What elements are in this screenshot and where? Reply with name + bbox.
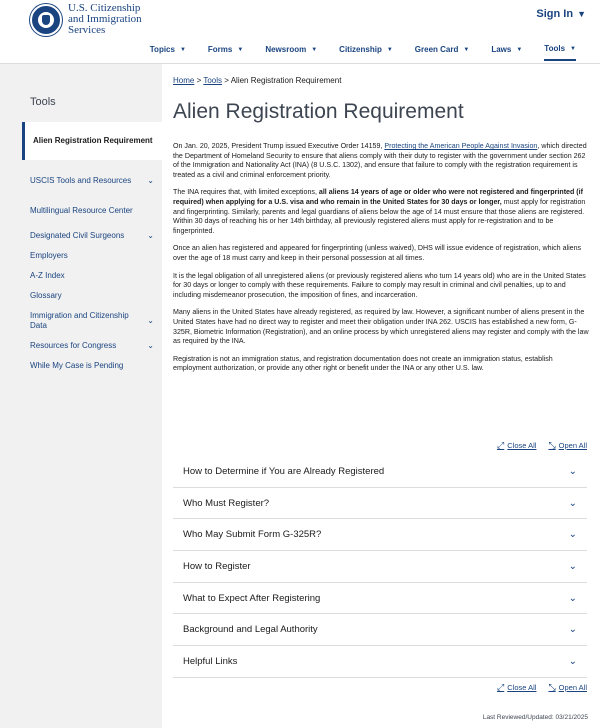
- page-title: Alien Registration Requirement: [173, 100, 464, 123]
- accordion-label: Helpful Links: [183, 655, 238, 667]
- paragraph-3: Once an alien has registered and appeared for fingerprinting (unless waived), DHS will issue evidence of registration, which aliens over the age of 18 must carry and keep in their personal possession at all times.: [173, 244, 582, 262]
- bold-text: all aliens 14 years of age or older who were not registered and fingerprinted (if required) when applying for a U.S. visa and who remain in the United States for 30 days or longer,: [173, 188, 584, 206]
- accordion-label: Who Must Register?: [183, 497, 270, 509]
- accordion-label: Who May Submit Form G-325R?: [183, 529, 322, 541]
- logo-line-1: U.S. Citizenship: [68, 2, 141, 14]
- chevron-down-icon: ▼: [386, 46, 393, 53]
- paragraph-2: [173, 188, 589, 236]
- nav-citizenship[interactable]: [339, 44, 393, 61]
- text: , which directed the Department of Homeland Security to ensure that aliens comply with their duty to register with the government under section 262 of the Immigration and Nationality Act (INA) (8 U.S.C. 1302), and ensure that failure to comply with the registration requirement is treated as a civil and criminal enforcement priority.: [173, 142, 587, 179]
- nav-label: Citizenship: [339, 45, 382, 54]
- main-content: [162, 64, 600, 728]
- chevron-down-icon: ⌄: [568, 465, 577, 477]
- open-all-label: Open All: [558, 683, 587, 692]
- accordion-label: How to Determine if You are Already Registered: [183, 465, 385, 477]
- text: The INA requires that, with limited exceptions,: [173, 188, 319, 197]
- chevron-down-icon: ⌄: [568, 624, 577, 636]
- sidebar-item-label: Immigration and Citizenship Data: [30, 311, 129, 330]
- chevron-down-icon[interactable]: ⌄: [147, 176, 154, 185]
- breadcrumb-tools[interactable]: Tools: [203, 76, 223, 85]
- text: On Jan. 20, 2025, President Trump issued Executive Order 14159,: [173, 142, 385, 150]
- sidebar-item-employers[interactable]: [22, 246, 162, 266]
- sidebar-item-label: USCIS Tools and Resources: [30, 176, 132, 185]
- accordion-item-helpful-links[interactable]: [173, 646, 587, 678]
- article-body: [173, 142, 589, 382]
- accordion-item-background[interactable]: [173, 614, 587, 646]
- accordion-item-who-must-register[interactable]: [173, 488, 587, 520]
- sidebar-item-case-pending[interactable]: [22, 356, 162, 376]
- uscis-logo[interactable]: [30, 3, 142, 36]
- accordion-label: What to Expect After Registering: [183, 592, 321, 604]
- sidebar-item-a-z-index[interactable]: [22, 266, 162, 286]
- breadcrumb-separator: >: [196, 76, 202, 85]
- chevron-down-icon[interactable]: ⌄: [147, 341, 154, 350]
- open-all-button[interactable]: [548, 682, 587, 693]
- chevron-down-icon: ▼: [311, 46, 318, 53]
- close-all-button[interactable]: [497, 440, 536, 451]
- breadcrumb-current: Alien Registration Requirement: [230, 76, 342, 85]
- logo-text: [68, 3, 142, 36]
- collapse-icon: ⤢: [497, 440, 505, 450]
- chevron-down-icon: ⌄: [568, 560, 577, 572]
- sidebar-item-alien-registration[interactable]: [22, 122, 162, 160]
- close-all-label: Close All: [507, 683, 537, 692]
- breadcrumb-separator: >: [224, 76, 229, 85]
- accordion-controls-bottom: [485, 682, 587, 693]
- sign-in-label: Sign In: [536, 8, 574, 20]
- paragraph-5: Many aliens in the United States have already registered, as required by law. However, a significant number of aliens present in the United States have had no direct way to register and meet their obligation under INA 262. USCIS has established a new form, G-325R, Biometric Information (Registration), and an online process by which unregistered aliens may register and comply with the law as required by the INA.: [173, 308, 589, 346]
- nav-topics[interactable]: [150, 44, 186, 61]
- nav-forms[interactable]: [208, 44, 243, 61]
- logo-line-3: Services: [68, 24, 106, 36]
- sidebar-item-label: Alien Registration Requirement: [33, 136, 153, 145]
- accordion-item-g325r[interactable]: [173, 519, 587, 551]
- chevron-down-icon: ▼: [179, 46, 186, 53]
- close-all-label: Close All: [507, 441, 537, 450]
- sidebar-item-congress[interactable]: [22, 336, 162, 356]
- nav-laws[interactable]: [491, 44, 522, 61]
- chevron-down-icon: ⌄: [568, 497, 577, 509]
- nav-label: Tools: [544, 44, 566, 53]
- nav-label: Laws: [491, 45, 512, 54]
- sidebar-nav: [22, 96, 162, 376]
- sidebar-item-label: Multilingual Resource Center: [30, 206, 133, 215]
- paragraph-1: [173, 142, 589, 180]
- chevron-down-icon: ▼: [516, 46, 523, 53]
- chevron-down-icon: ▼: [237, 46, 244, 53]
- accordion-controls-top: [485, 440, 587, 451]
- chevron-down-icon[interactable]: ⌄: [147, 231, 154, 240]
- nav-label: Green Card: [414, 45, 459, 54]
- sign-in-button[interactable]: [536, 8, 586, 20]
- chevron-down-icon: ▼: [577, 9, 586, 19]
- sidebar-item-civil-surgeons[interactable]: [22, 226, 162, 246]
- sidebar-item-multilingual[interactable]: [22, 196, 162, 226]
- nav-label: Newsroom: [265, 45, 307, 54]
- logo-line-2: and Immigration: [68, 13, 142, 25]
- open-all-button[interactable]: [548, 440, 587, 451]
- paragraph-4: It is the legal obligation of all unregistered aliens (or previously registered aliens who turn 14 years old) who are in the United States for 30 days or longer to comply with these requirements. Failure to comply may result in criminal and civil penalties, up to and including misdemeanor prosecution, the imposition of fines, and incarceration.: [173, 271, 586, 299]
- chevron-down-icon: ⌄: [568, 592, 577, 604]
- close-all-button[interactable]: [497, 682, 536, 693]
- expand-icon: ⤡: [548, 682, 556, 692]
- chevron-down-icon: ⌄: [568, 529, 577, 541]
- sidebar-item-label: Designated Civil Surgeons: [30, 231, 125, 240]
- text: must apply for registration and fingerprinting. Similarly, parents and legal guardians of aliens below the age of 14 must ensure that those aliens are registered. Within 30 days of reaching his or her 14th birthday, all previously registered aliens must apply for re-registration and to be fingerprinted.: [173, 197, 586, 235]
- accordion: [173, 456, 587, 678]
- dhs-seal-icon: [30, 4, 62, 36]
- accordion-label: Background and Legal Authority: [183, 624, 318, 636]
- sidebar-item-glossary[interactable]: [22, 286, 162, 306]
- open-all-label: Open All: [558, 441, 587, 450]
- expand-icon: ⤡: [548, 440, 556, 450]
- nav-label: Forms: [207, 45, 233, 54]
- accordion-item-already-registered[interactable]: [173, 456, 587, 488]
- breadcrumb: [173, 76, 341, 85]
- accordion-item-how-to-register[interactable]: [173, 551, 587, 583]
- sidebar-title: Tools: [30, 96, 56, 108]
- sidebar-item-label: While My Case is Pending: [30, 361, 124, 370]
- nav-green-card[interactable]: [415, 44, 470, 61]
- executive-order-link[interactable]: Protecting the American People Against Invasion: [384, 142, 538, 150]
- last-reviewed: Last Reviewed/Updated: 03/21/2025: [482, 714, 588, 721]
- paragraph-6: Registration is not an immigration status, and registration documentation does not create an immigration status, establish employment authorization, or provide any other right or benefit under the INA or any other U.S. law.: [173, 354, 553, 373]
- chevron-down-icon[interactable]: ⌄: [147, 316, 154, 325]
- chevron-down-icon: ▼: [570, 45, 576, 52]
- nav-newsroom[interactable]: [265, 44, 317, 61]
- accordion-item-what-to-expect[interactable]: [173, 583, 587, 615]
- chevron-down-icon: ⌄: [568, 655, 577, 667]
- sidebar-item-data[interactable]: [22, 306, 162, 336]
- sidebar-item-label: Employers: [30, 251, 68, 260]
- sidebar-item-label: Resources for Congress: [30, 341, 117, 350]
- breadcrumb-home[interactable]: Home: [173, 76, 195, 85]
- nav-label: Topics: [149, 45, 175, 54]
- collapse-icon: ⤢: [497, 682, 505, 692]
- accordion-label: How to Register: [183, 560, 251, 572]
- chevron-down-icon: ▼: [463, 46, 470, 53]
- main-nav: [128, 44, 576, 61]
- sidebar-item-label: A-Z Index: [30, 271, 65, 280]
- site-header: [0, 0, 600, 64]
- sidebar-item-uscis-tools[interactable]: [22, 166, 162, 196]
- sidebar-item-label: Glossary: [30, 291, 62, 300]
- nav-tools[interactable]: [544, 44, 576, 61]
